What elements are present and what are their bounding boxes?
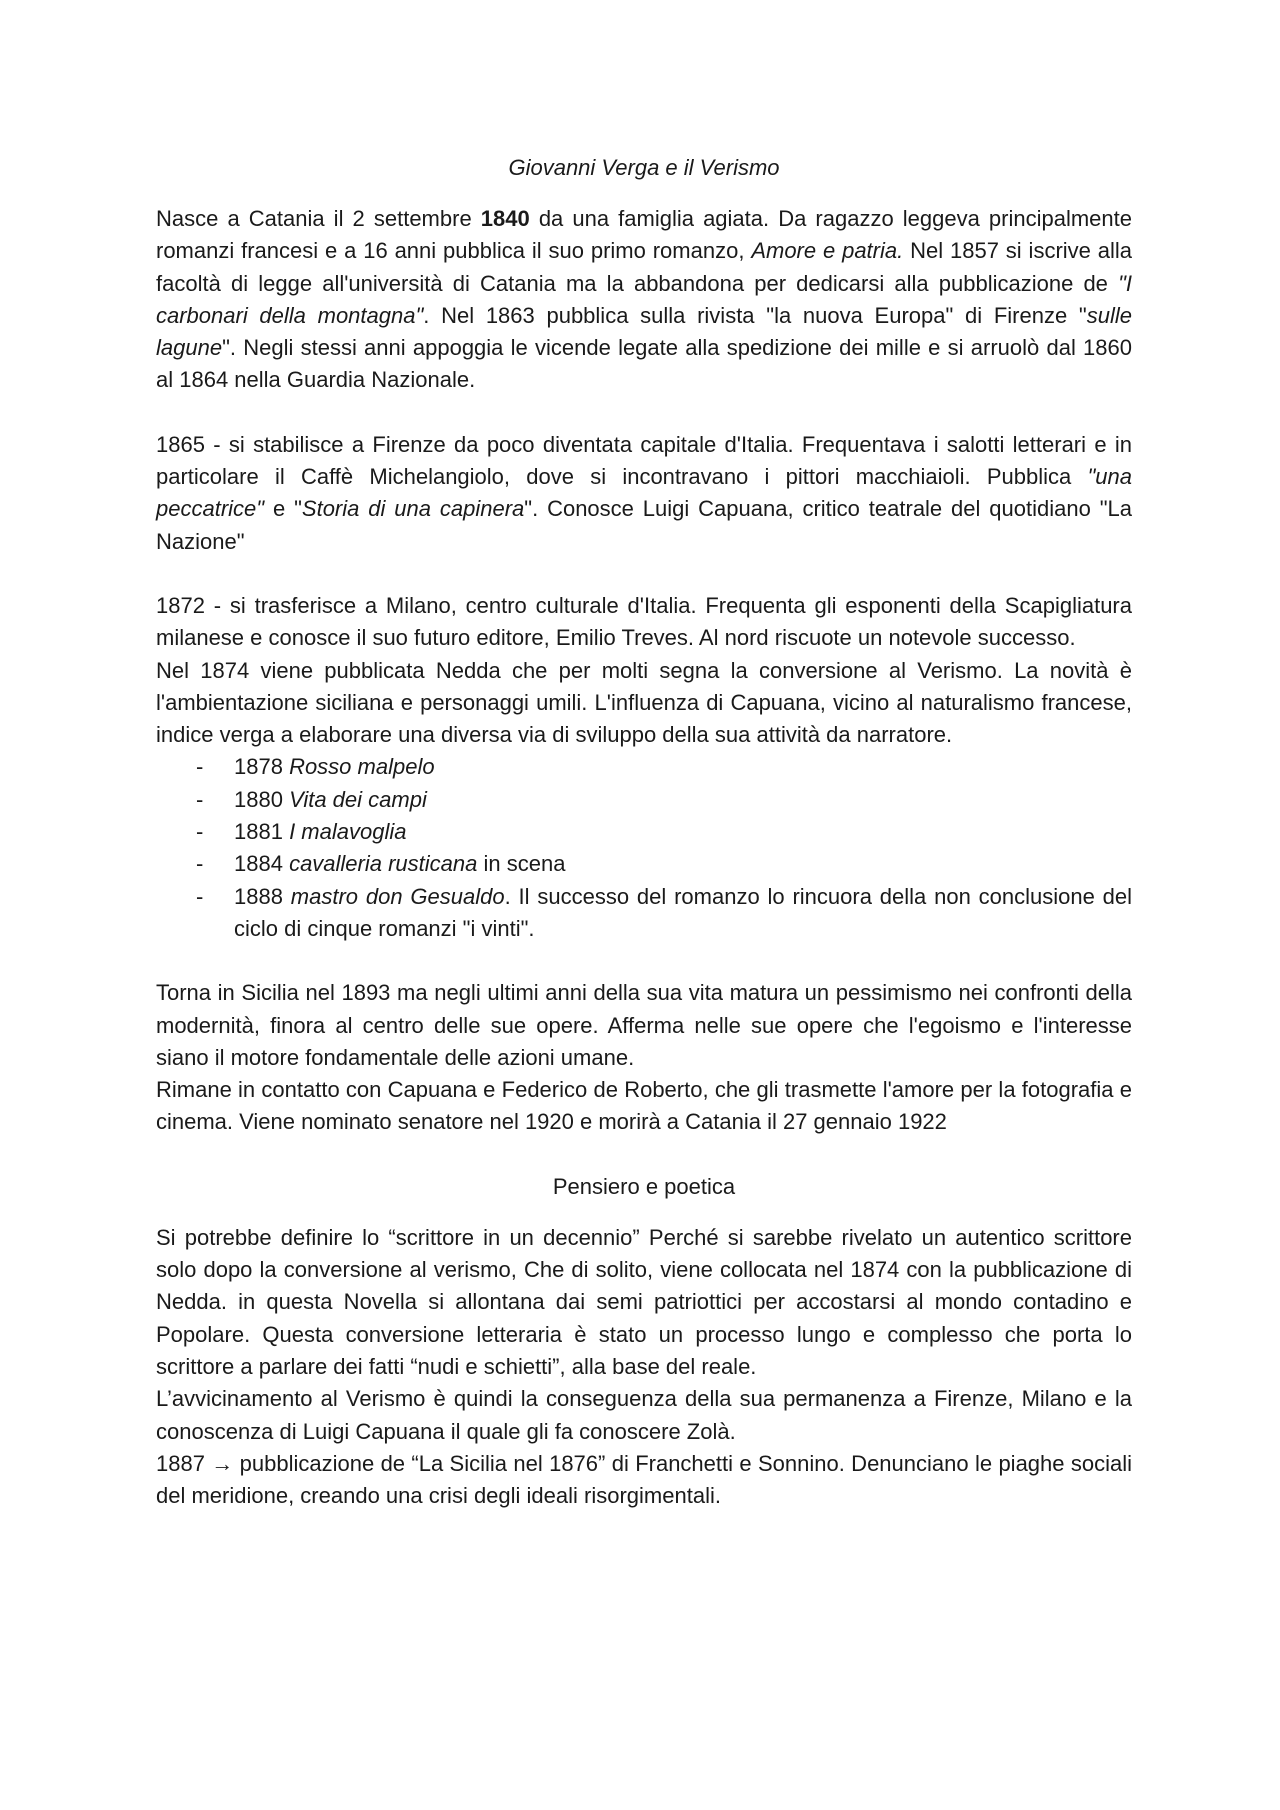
poetics-paragraph-decade: Si potrebbe definire lo “scrittore in un decennio” Perché si sarebbe rivelato un autentico scrittore solo dopo la conversione al verismo, Che di solito, viene collocata nel 1874 con la pubblicazione di Nedda. in questa Novella si allontana dai semi patriottici per accostarsi al mondo contadino e Popolare. Questa conversione letteraria è stato un processo lungo e complesso che porta lo scrittore a parlare dei fatti “nudi e schietti”, alla base del reale. [156, 1224, 1132, 1379]
work-year: 1888 [234, 883, 291, 909]
paragraph-gap [156, 1139, 1132, 1171]
section-heading: Pensiero e poetica [552, 1173, 736, 1199]
novel-title: Amore e patria. [751, 238, 904, 264]
novel-title: Storia di una capinera [301, 496, 525, 522]
paragraph-gap [156, 397, 1132, 429]
bio-paragraph-nedda: Nel 1874 viene pubblicata Nedda che per molti segna la conversione al Verismo. La novità è l'ambientazione siciliana e personaggi umili. L'influenza di Capuana, vicino al naturalismo francese, indice verga a elaborare una diversa via di sviluppo della sua attività da narratore. [156, 657, 1132, 748]
bio-paragraph-milan: 1872 - si trasferisce a Milano, centro culturale d'Italia. Frequenta gli esponenti della Scapigliatura milanese e conosce il suo futuro editore, Emilio Treves. Al nord riscuote un notevole successo. [156, 592, 1132, 651]
work-title: Vita dei campi [289, 786, 427, 812]
bio-text: e " [264, 496, 302, 522]
list-dash: - [196, 883, 204, 909]
bio-text: Nel 1857 si iscrive alla facoltà di legge all'università di Catania ma la abbandona per dedicarsi alla pubblicazione de [156, 238, 1133, 296]
novel-title: sulle lagune [156, 302, 1132, 361]
bio-paragraph-florence [156, 429, 1132, 558]
list-item [156, 784, 1132, 816]
document-title: Giovanni Verga e il Verismo [508, 155, 780, 180]
paragraph-gap [156, 945, 1132, 977]
work-year: 1884 [234, 851, 290, 877]
work-title: I malavoglia [289, 819, 407, 845]
list-dash: - [196, 851, 204, 877]
work-title: cavalleria rusticana [289, 851, 478, 877]
bio-paragraph-birth [156, 203, 1132, 397]
work-year: 1878 [234, 754, 290, 780]
bio-text: . Nel 1863 pubblica sulla rivista "la nuova Europa" di Firenze " [423, 302, 1087, 328]
birth-year: 1840 [480, 206, 530, 231]
work-year: 1880 [234, 786, 290, 812]
bio-text: Nasce a Catania il 2 settembre [156, 206, 481, 231]
work-note: in scena [477, 851, 566, 877]
list-item [156, 816, 1132, 848]
bio-text: ". Conosce Luigi Capuana, critico teatrale del quotidiano "La Nazione" [156, 496, 1133, 554]
work-title: mastro don Gesualdo [290, 883, 505, 909]
bio-paragraph-final-years: Rimane in contatto con Capuana e Federico de Roberto, che gli trasmette l'amore per la fotografia e cinema. Viene nominato senatore nel 1920 e morirà a Catania il 27 gennaio 1922 [156, 1077, 1132, 1135]
poetics-paragraph-sicily-1876: 1887 → pubblicazione de “La Sicilia nel 1876” di Franchetti e Sonnino. Denunciano le piaghe sociali del meridione, creando una crisi degli ideali risorgimentali. [156, 1450, 1132, 1509]
list-dash: - [196, 786, 204, 812]
paragraph-gap [156, 558, 1132, 590]
poetics-paragraph-verismo: L’avvicinamento al Verismo è quindi la conseguenza della sua permanenza a Firenze, Milano e la conoscenza di Luigi Capuana il quale gli fa conoscere Zolà. [156, 1386, 1132, 1444]
work-note: . Il successo del romanzo lo rincuora della non conclusione del ciclo di cinque romanzi "i vinti". [234, 883, 1133, 941]
novel-title: "I carbonari della montagna" [156, 270, 1132, 328]
bio-text: 1865 - si stabilisce a Firenze da poco diventata capitale d'Italia. Frequentava i salotti letterari e in particolare il Caffè Michelangiolo, dove si incontravano i pittori macchiaioli. Pubblica [156, 431, 1132, 490]
works-list [156, 751, 1132, 945]
list-item [156, 881, 1132, 946]
bio-paragraph-sicily: Torna in Sicilia nel 1893 ma negli ultimi anni della sua vita matura un pessimismo nei confronti della modernità, finora al centro delle sue opere. Afferma nelle sue opere che l'egoismo e l'interesse siano il motore fondamentale delle azioni umane. [156, 980, 1132, 1070]
list-dash: - [196, 819, 204, 845]
bio-text: da una famiglia agiata. Da ragazzo leggeva principalmente romanzi francesi e a 16 anni pubblica il suo primo romanzo, [156, 206, 1132, 264]
bio-text: ". Negli stessi anni appoggia le vicende legate alla spedizione dei mille e si arruolò dal 1860 al 1864 nella Guardia Nazionale. [156, 335, 1132, 393]
work-title: Rosso malpelo [289, 754, 435, 780]
list-item [156, 848, 1132, 880]
work-year: 1881 [234, 819, 290, 845]
list-item [156, 751, 1132, 783]
list-dash: - [196, 754, 204, 780]
novel-title: "una peccatrice" [156, 464, 1132, 522]
